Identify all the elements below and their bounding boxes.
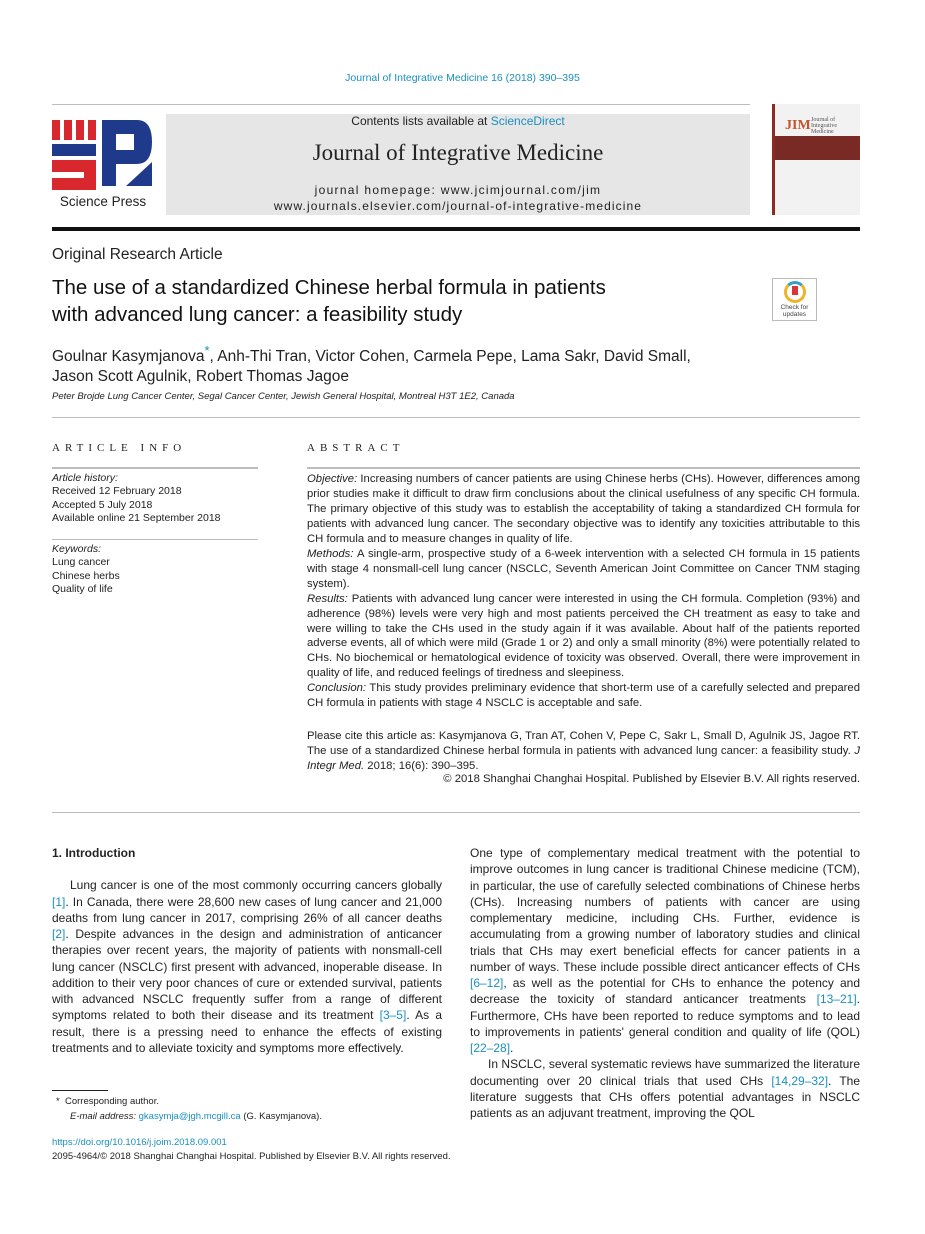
body-column-right [470,845,860,1121]
journal-citation-link[interactable]: Journal of Integrative Medicine 16 (2018) 390–395 [345,72,580,84]
journal-cover-image [772,104,860,215]
cite-journal: J Integr Med. [307,744,860,772]
paragraph-text: In NSCLC, several systematic reviews have summarized the literature documenting over 20 clinical trials that used CHs [470,1057,860,1088]
article-info-heading: ARTICLE INFO [52,442,187,454]
affiliation: Peter Brojde Lung Cancer Center, Segal Cancer Center, Jewish General Hospital, Montreal H3T 1E2, Canada [52,391,515,402]
corresponding-author-link[interactable]: * [204,343,210,358]
publisher-name: Science Press [59,194,147,209]
divider [52,539,258,540]
paragraph-text: . [510,1041,514,1055]
section-label: Objective: [307,473,358,485]
body-paragraph [470,845,860,1056]
divider [52,467,258,469]
footnote-mark: * [56,1096,60,1107]
abstract-body [307,472,860,711]
cover-band [775,136,860,160]
cite-text: 2018; 16(6): 390–395. [364,759,479,772]
footnote [52,1094,322,1124]
article-history [52,472,258,525]
sciencedirect-link[interactable]: ScienceDirect [490,114,565,128]
paragraph-text: Lung cancer is one of the most commonly occurring cancers globally [70,878,442,893]
citation-link[interactable]: [1] [52,894,66,909]
section-text: Increasing numbers of cancer patients are using Chinese herbs (CHs). However, differences among prior studies make it difficult to draw firm conclusions about the clinical usefulness of any specific CH formula. The primary objective of this study was to establish the acceptability of taking a standardized CH formula for patients with advanced lung cancer. The secondary objective was to identify any toxicities attributable to this CH formula and to measure changes in quality of life. [307,473,860,545]
keywords-label: Keywords: [52,543,102,555]
online-date: Available online 21 September 2018 [52,511,221,524]
keyword: Quality of life [52,582,113,595]
abstract-methods [307,547,860,592]
section-label: Conclusion: [307,682,367,695]
email-link[interactable]: gkasymja@jgh.mcgill.ca [138,1111,241,1122]
contents-prefix: Contents lists available at [351,114,491,128]
body-paragraph [470,1056,860,1121]
author-names: Jason Scott Agulnik, Robert Thomas Jagoe [52,368,349,386]
keyword: Lung cancer [52,556,110,569]
divider [52,104,750,105]
abstract-heading: ABSTRACT [307,442,405,454]
abstract-conclusion [307,681,860,711]
footer [52,1136,451,1164]
section-text: A single-arm, prospective study of a 6-week intervention with a selected CH formula in 15 patients with stage 4 nonsmall-cell lung cancer (NSCLC, Seventh American Joint Committee on Cancer TNM staging system). [307,547,860,590]
paragraph-text: . Despite advances in the design and administration of anticancer therapies over recent years, the majority of patients with nonsmall-cell lung cancer (NSCLC) first present with advanced, inoperable disease. In addition to their very poor chances of cure or extended survival, patients with advanced NSCLC frequently suffer from a range of different symptoms related to both their disease and its treatment [52,927,442,1023]
check-updates-label: Check for updates [780,304,809,318]
journal-masthead [166,114,750,215]
keyword: Chinese herbs [52,569,120,582]
section-heading: 1. Introduction [52,846,136,860]
email-label: E-mail address: [70,1111,136,1122]
section-label: Results: [307,592,348,605]
citation-link[interactable]: [22–28] [470,1041,511,1055]
check-updates-icon [784,281,806,303]
citation-note [307,729,860,773]
title-line: The use of a standardized Chinese herbal formula in patients [52,276,606,299]
paragraph-text: . The literature suggests that CHs offers potential advantages in NSCLC patients as an adjuvant treatment, improving the QOL [470,1073,860,1120]
accepted-date: Accepted 5 July 2018 [52,498,153,511]
citation-link[interactable]: [6–12] [470,976,504,990]
header-rule [52,227,860,231]
paragraph-text: . Furthermore, CHs have been reported to reduce symptoms and to lead to improvements in patients' general condition and quality of life (QOL) [470,992,860,1039]
author-name: Goulnar Kasymjanova [52,348,205,366]
author-names: , Anh-Thi Tran, Victor Cohen, Carmela Pepe, Lama Sakr, David Small, [209,348,691,366]
issn-copyright: 2095-4964/© 2018 Shanghai Changhai Hospital. Published by Elsevier B.V. All rights reserved. [52,1151,451,1162]
cover-name: Journal of Integrative Medicine [811,117,837,135]
divider [52,812,860,813]
doi-link[interactable]: https://doi.org/10.1016/j.joim.2018.09.001 [52,1137,227,1148]
divider [307,467,860,469]
citation-link[interactable]: [3–5] [379,1008,407,1023]
journal-title: Journal of Integrative Medicine [312,140,604,165]
body-paragraph [52,877,442,1056]
section-label: Methods: [307,547,354,560]
elsevier-homepage[interactable]: www.journals.elsevier.com/journal-of-integrative-medicine [273,199,643,213]
paragraph-text: . As a result, there is a pressing need to enhance the effects of existing treatments and to alleviate toxicity and symptoms more effectively. [52,1008,442,1055]
section-text: Patients with advanced lung cancer were interested in using the CH formula. Completion (93%) and adherence (98%) levels were very high and most patients perceived the CH treatment as easy to take and were willing to take the CHs used in the study again if it was available. About half of the patients reported adverse events, all of which were mild (Grade 1 or 2) and only a small minority (8%) were potentially related to CHs. No biochemical or hematological evidence of toxicity was observed. Overall, there were improvement in quality of life, and reduced feelings of tiredness and sleepiness. [307,592,860,680]
body-column-left [52,845,442,1056]
check-for-updates-button[interactable] [772,278,817,321]
author-list [52,341,792,387]
paragraph-text: One type of complementary medical treatment with the potential to improve outcomes in lung cancer is traditional Chinese medicine (TCM), in particular, the use of carefully selected combinations of Chinese herbs (CHs). Increasing numbers of patients with cancer are using complementary medicine, including CHs. Further, evidence is accumulating from a growing number of laboratory studies and clinical trials that CHs may exert beneficial effects for cancer patients in a number of ways. These include possible direct anticancer effects of CHs [470,846,860,974]
citation-link[interactable]: [2] [52,927,66,941]
history-label: Article history: [52,472,118,484]
received-date: Received 12 February 2018 [52,485,182,498]
keywords [52,543,258,596]
paragraph-text: , as well as the potential for CHs to enhance the potency and decrease the toxicity of standard anticancer treatments [470,976,860,1007]
cover-abbr: JIM [785,118,811,133]
citation-link[interactable]: [14,29–32] [771,1073,829,1088]
article-title [52,274,752,328]
abstract-results [307,592,860,682]
contents-line [166,114,750,128]
article-type: Original Research Article [52,246,223,263]
copyright: © 2018 Shanghai Changhai Hospital. Published by Elsevier B.V. All rights reserved. [443,773,860,785]
title-line: with advanced lung cancer: a feasibility study [52,303,463,326]
divider [52,417,860,418]
journal-homepage[interactable]: journal homepage: www.jcimjournal.com/jim [314,183,602,197]
abstract-objective [307,472,860,547]
paragraph-text: . In Canada, there were 28,600 new cases of lung cancer and 21,000 deaths from lung cancer in 2017, comprising 26% of all cancer deaths [52,894,442,925]
section-text: This study provides preliminary evidence that short-term use of a carefully selected and prepared CH formula in patients with stage 4 NSCLC is acceptable and safe. [307,682,860,710]
corresponding-label: Corresponding author. [64,1096,159,1107]
email-owner: (G. Kasymjanova). [240,1111,322,1122]
cite-text: Please cite this article as: Kasymjanova G, Tran AT, Cohen V, Pepe C, Sakr L, Small D, Agulnik JS, Jagoe RT. The use of a standardized Chinese herbal formula in patients with advanced lung cancer: a feasibility study. [307,730,860,757]
footnote-rule [52,1090,108,1091]
citation-link[interactable]: [13–21] [816,992,857,1007]
